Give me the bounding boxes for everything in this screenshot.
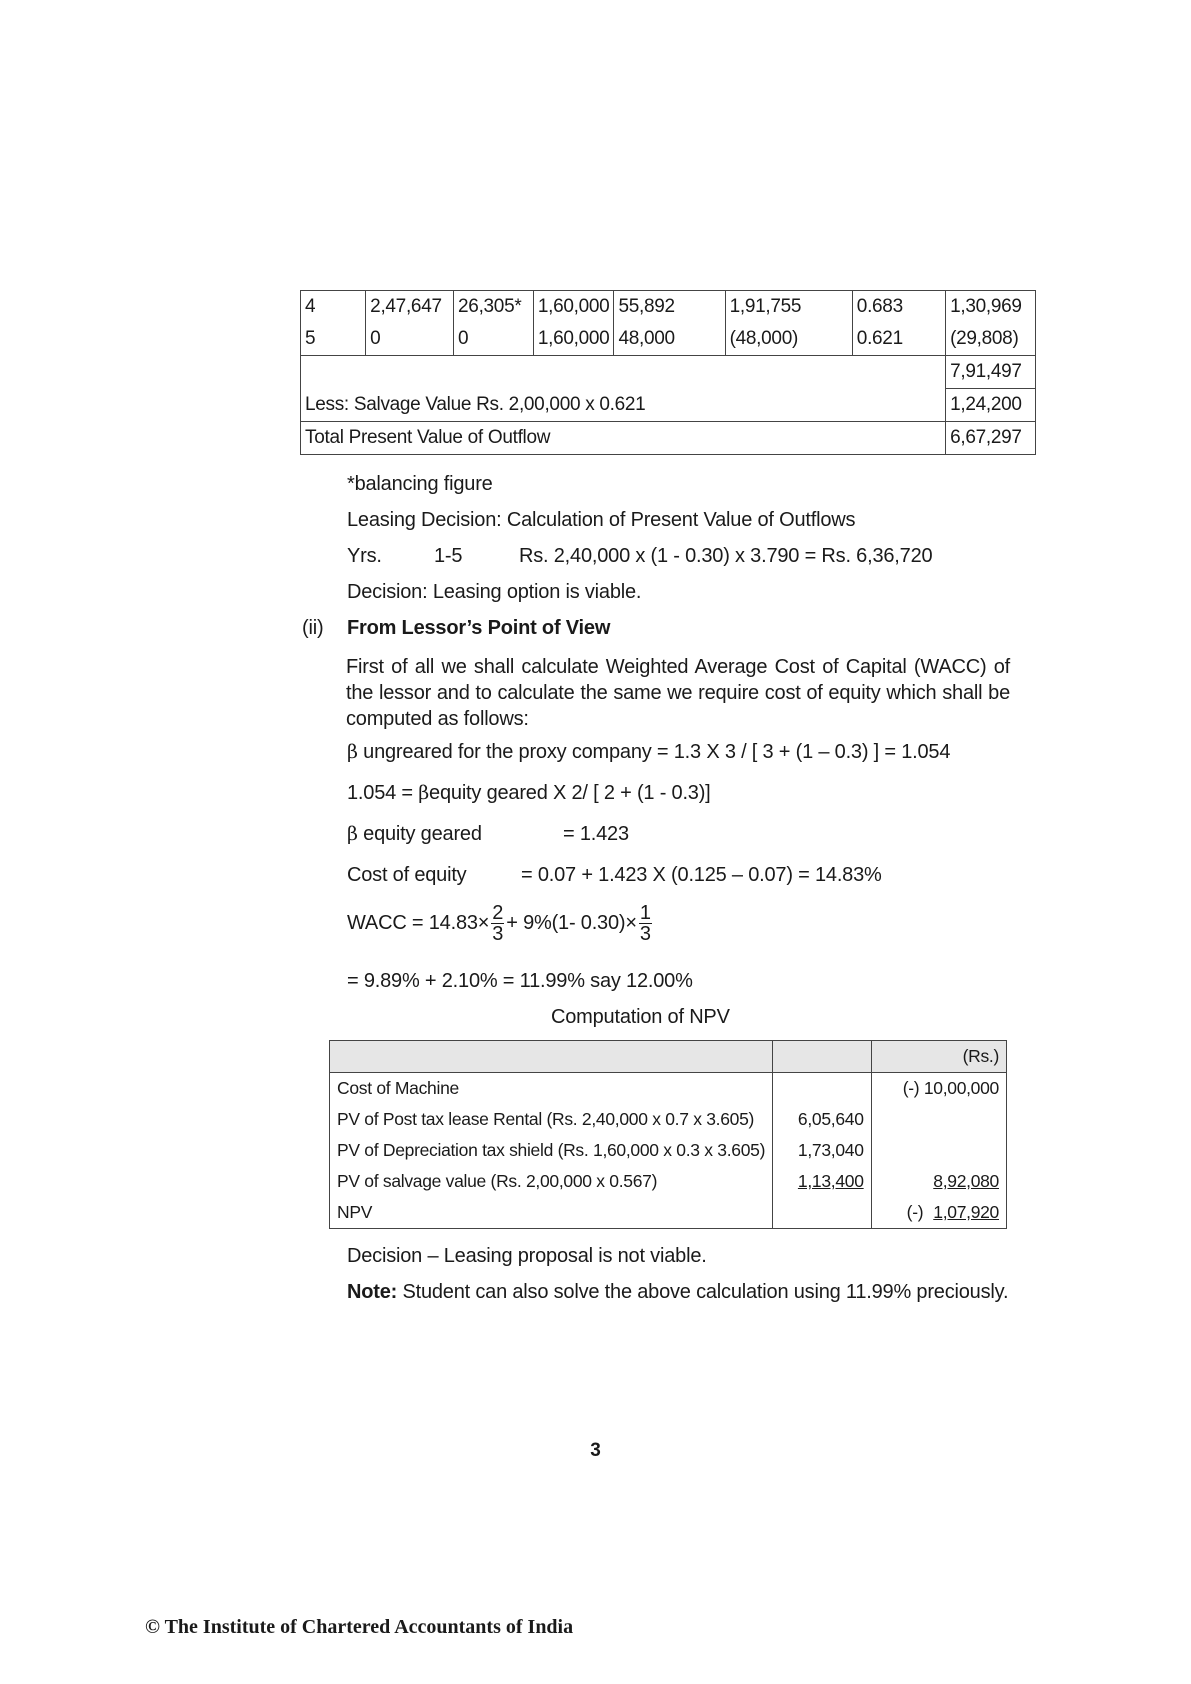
row-right — [871, 1135, 1006, 1166]
row-label: Cost of Machine — [330, 1073, 773, 1105]
page-number: 3 — [590, 1440, 601, 1461]
table-row — [330, 1104, 1007, 1135]
table-cell: 0.683 — [852, 291, 945, 324]
table-row — [301, 422, 1036, 455]
npv-label: NPV — [330, 1197, 773, 1229]
leasing-yrs: Yrs. — [347, 545, 382, 567]
table-cell: 5 — [301, 323, 366, 356]
row-label: PV of Depreciation tax shield (Rs. 1,60,000 x 0.3 x 3.605) — [330, 1135, 773, 1166]
section-number: (ii) — [302, 617, 324, 639]
row-right — [871, 1104, 1006, 1135]
table-cell: 2,47,647 — [366, 291, 454, 324]
npv-title: Computation of NPV — [551, 1006, 730, 1028]
row-right: (-) 10,00,000 — [871, 1073, 1006, 1105]
row-label: PV of salvage value (Rs. 2,00,000 x 0.567) — [330, 1166, 773, 1197]
footer-copyright: © The Institute of Chartered Accountants of India — [145, 1616, 574, 1638]
table-cell: 0 — [366, 323, 454, 356]
npv-value: 1,07,920 — [933, 1202, 999, 1222]
leasing-formula: Rs. 2,40,000 x (1 - 0.30) x 3.790 = Rs. 6,36,720 — [519, 545, 933, 567]
ungeared-text: ungreared for the proxy company = 1.3 X 3 / [ 3 + (1 – 0.3) ] = 1.054 — [363, 741, 951, 763]
leasing-heading: Leasing Decision: Calculation of Present Value of Outflows — [347, 509, 856, 531]
decision-lessee: Decision: Leasing option is viable. — [347, 581, 642, 603]
table-cell: (48,000) — [725, 323, 852, 356]
wacc-pre: WACC = 14.83× — [347, 911, 490, 934]
fraction-two-thirds: $\frac{2}{3}$ — [492, 902, 504, 945]
table-cell: 4 — [301, 291, 366, 324]
table-row — [330, 1166, 1007, 1197]
cost-equity-value: = 0.07 + 1.423 X (0.125 – 0.07) = 14.83% — [521, 864, 882, 886]
row-mid: 6,05,640 — [773, 1104, 872, 1135]
beta-symbol: β — [347, 741, 358, 763]
table-cell: 55,892 — [614, 291, 725, 324]
table-row — [301, 291, 1036, 324]
table-row — [301, 389, 1036, 422]
decision-lessor: Decision – Leasing proposal is not viable. — [347, 1245, 707, 1267]
wacc-mid: + 9%(1- 0.30)× — [506, 911, 637, 934]
note-label: Note: — [347, 1281, 398, 1303]
beta-symbol: β — [347, 823, 358, 845]
subtotal-value: 7,91,497 — [946, 356, 1036, 389]
table-cell: 1,60,000 — [533, 323, 614, 356]
table-cell: 1,30,969 — [946, 291, 1036, 324]
npv-table — [329, 1040, 1007, 1229]
balancing-note: *balancing figure — [347, 473, 493, 495]
table-cell: 48,000 — [614, 323, 725, 356]
note-line — [347, 1281, 1008, 1304]
salvage-label: Less: Salvage Value Rs. 2,00,000 x 0.621 — [301, 389, 946, 422]
leasing-period: 1-5 — [434, 545, 463, 567]
section-title: From Lessor’s Point of View — [347, 617, 611, 639]
total-value: 6,67,297 — [946, 422, 1036, 455]
table-cell: 1,60,000 — [533, 291, 614, 324]
row-label: PV of Post tax lease Rental (Rs. 2,40,000 x 0.7 x 3.605) — [330, 1104, 773, 1135]
outflow-table — [300, 290, 1036, 455]
table-cell: 26,305* — [454, 291, 534, 324]
row-right: 8,92,080 — [933, 1171, 999, 1191]
salvage-value: 1,24,200 — [946, 389, 1036, 422]
table-row — [330, 1197, 1007, 1229]
ungeared-line — [347, 741, 950, 764]
geared-pre: 1.054 = — [347, 782, 413, 804]
table-row — [330, 1073, 1007, 1105]
table-row — [301, 323, 1036, 356]
npv-prefix: (-) — [906, 1202, 924, 1222]
table-header-row — [330, 1041, 1007, 1073]
table-cell: (29,808) — [946, 323, 1036, 356]
beta-symbol: β — [418, 782, 430, 804]
wacc-formula — [347, 903, 654, 944]
wacc-result: = 9.89% + 2.10% = 11.99% say 12.00% — [347, 970, 693, 992]
row-mid: 1,13,400 — [797, 1171, 864, 1191]
geared-post: equity geared X 2/ [ 2 + (1 - 0.3)] — [429, 782, 711, 804]
table-row — [330, 1135, 1007, 1166]
table-row — [301, 356, 1036, 389]
equity-geared-label: equity geared — [363, 823, 482, 845]
table-cell: 0 — [454, 323, 534, 356]
equity-geared-value: = 1.423 — [563, 823, 629, 845]
cost-equity-label: Cost of equity — [347, 864, 467, 886]
total-label: Total Present Value of Outflow — [301, 422, 946, 455]
fraction-one-third: $\frac{1}{3}$ — [639, 902, 651, 945]
equity-geared-line — [347, 823, 482, 846]
unit-label: (Rs.) — [871, 1041, 1006, 1073]
geared-line — [347, 782, 711, 805]
intro-paragraph: First of all we shall calculate Weighted Average Cost of Capital (WACC) of the lessor and to calculate the same we require cost of equity which shall be computed as follows: — [346, 656, 1010, 730]
row-mid: 1,73,040 — [773, 1135, 872, 1166]
table-cell: 0.621 — [852, 323, 945, 356]
row-mid — [773, 1073, 872, 1105]
note-text: Student can also solve the above calculation using 11.99% preciously. — [402, 1281, 1009, 1303]
table-cell: 1,91,755 — [725, 291, 852, 324]
